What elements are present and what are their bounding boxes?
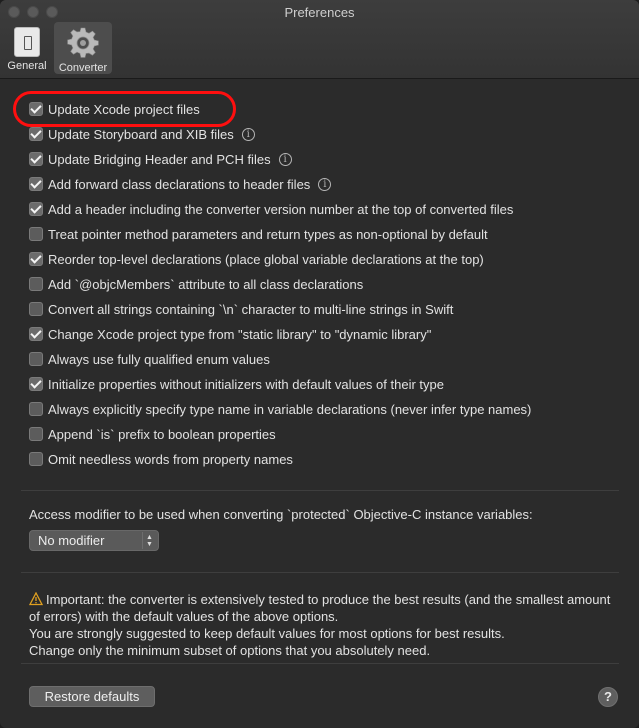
title-bar bbox=[0, 0, 639, 79]
option-row[interactable] bbox=[29, 374, 444, 394]
option-label: Add forward class declarations to header files bbox=[48, 176, 311, 192]
option-checkbox[interactable] bbox=[29, 327, 43, 341]
option-checkbox[interactable] bbox=[29, 277, 43, 291]
info-icon[interactable]: i bbox=[279, 153, 292, 166]
option-label: Add `@objcMembers` attribute to all class declarations bbox=[48, 276, 364, 292]
access-modifier-select[interactable] bbox=[29, 530, 159, 551]
warning-icon bbox=[29, 592, 43, 606]
option-checkbox[interactable] bbox=[29, 127, 43, 141]
gear-icon bbox=[67, 27, 99, 59]
option-label: Treat pointer method parameters and return types as non-optional by default bbox=[48, 226, 488, 242]
help-button[interactable]: ? bbox=[598, 687, 618, 707]
option-row[interactable] bbox=[29, 449, 293, 469]
option-checkbox[interactable] bbox=[29, 102, 43, 116]
tab-general-label: General bbox=[7, 60, 47, 72]
switch-icon bbox=[14, 27, 40, 57]
notice-line-3: Change only the minimum subset of options that you absolutely need. bbox=[29, 643, 431, 658]
option-row[interactable] bbox=[29, 99, 200, 119]
option-row[interactable] bbox=[29, 324, 431, 344]
toolbar-tabs bbox=[2, 22, 114, 74]
option-label: Always use fully qualified enum values bbox=[48, 351, 270, 367]
option-label: Always explicitly specify type name in variable declarations (never infer type names) bbox=[48, 401, 532, 417]
option-label: Convert all strings containing `\n` character to multi-line strings in Swift bbox=[48, 301, 454, 317]
info-icon[interactable]: i bbox=[242, 128, 255, 141]
converter-settings-panel bbox=[0, 80, 639, 728]
option-row[interactable] bbox=[29, 199, 513, 219]
option-checkbox[interactable] bbox=[29, 177, 43, 191]
option-label: Omit needless words from property names bbox=[48, 451, 293, 467]
option-row[interactable] bbox=[29, 249, 484, 269]
notice-text-1: Important: the converter is extensively tested to produce the best results (and the smallest amount of errors) with the default values of the above options. bbox=[29, 592, 611, 624]
window-title: Preferences bbox=[284, 5, 355, 20]
tab-general[interactable] bbox=[2, 22, 52, 74]
access-modifier-label: Access modifier to be used when converting `protected` Objective-C instance variables: bbox=[29, 507, 533, 522]
option-label: Initialize properties without initializers with default values of their type bbox=[48, 376, 444, 392]
restore-defaults-button[interactable]: Restore defaults bbox=[29, 686, 155, 707]
option-label: Reorder top-level declarations (place global variable declarations at the top) bbox=[48, 251, 484, 267]
option-checkbox[interactable] bbox=[29, 402, 43, 416]
divider bbox=[21, 490, 619, 491]
option-label: Update Storyboard and XIB files bbox=[48, 126, 234, 142]
option-row[interactable] bbox=[29, 299, 453, 319]
option-row[interactable] bbox=[29, 349, 270, 369]
access-modifier-value: No modifier bbox=[38, 533, 105, 548]
notice-line-1 bbox=[29, 591, 619, 625]
option-row[interactable] bbox=[29, 149, 292, 169]
option-checkbox[interactable] bbox=[29, 202, 43, 216]
divider bbox=[21, 663, 619, 664]
option-row[interactable] bbox=[29, 174, 331, 194]
option-row[interactable] bbox=[29, 274, 363, 294]
option-checkbox[interactable] bbox=[29, 352, 43, 366]
option-checkbox[interactable] bbox=[29, 152, 43, 166]
tab-converter[interactable] bbox=[54, 22, 112, 74]
important-notice bbox=[29, 591, 619, 659]
option-row[interactable] bbox=[29, 424, 276, 444]
option-checkbox[interactable] bbox=[29, 452, 43, 466]
option-checkbox[interactable] bbox=[29, 427, 43, 441]
option-checkbox[interactable] bbox=[29, 302, 43, 316]
divider bbox=[21, 572, 619, 573]
option-label: Add a header including the converter version number at the top of converted files bbox=[48, 201, 514, 217]
info-icon[interactable]: i bbox=[318, 178, 331, 191]
chevron-updown-icon: ▲ ▼ bbox=[142, 532, 156, 549]
option-label: Update Bridging Header and PCH files bbox=[48, 151, 271, 167]
option-label: Change Xcode project type from "static library" to "dynamic library" bbox=[48, 326, 432, 342]
option-row[interactable] bbox=[29, 399, 531, 419]
option-row[interactable] bbox=[29, 224, 488, 244]
option-label: Update Xcode project files bbox=[48, 101, 200, 117]
option-checkbox[interactable] bbox=[29, 377, 43, 391]
option-checkbox[interactable] bbox=[29, 252, 43, 266]
option-label: Append `is` prefix to boolean properties bbox=[48, 426, 276, 442]
tab-converter-label: Converter bbox=[58, 62, 108, 74]
notice-line-2: You are strongly suggested to keep default values for most options for best results. bbox=[29, 626, 505, 641]
option-checkbox[interactable] bbox=[29, 227, 43, 241]
option-row[interactable] bbox=[29, 124, 255, 144]
